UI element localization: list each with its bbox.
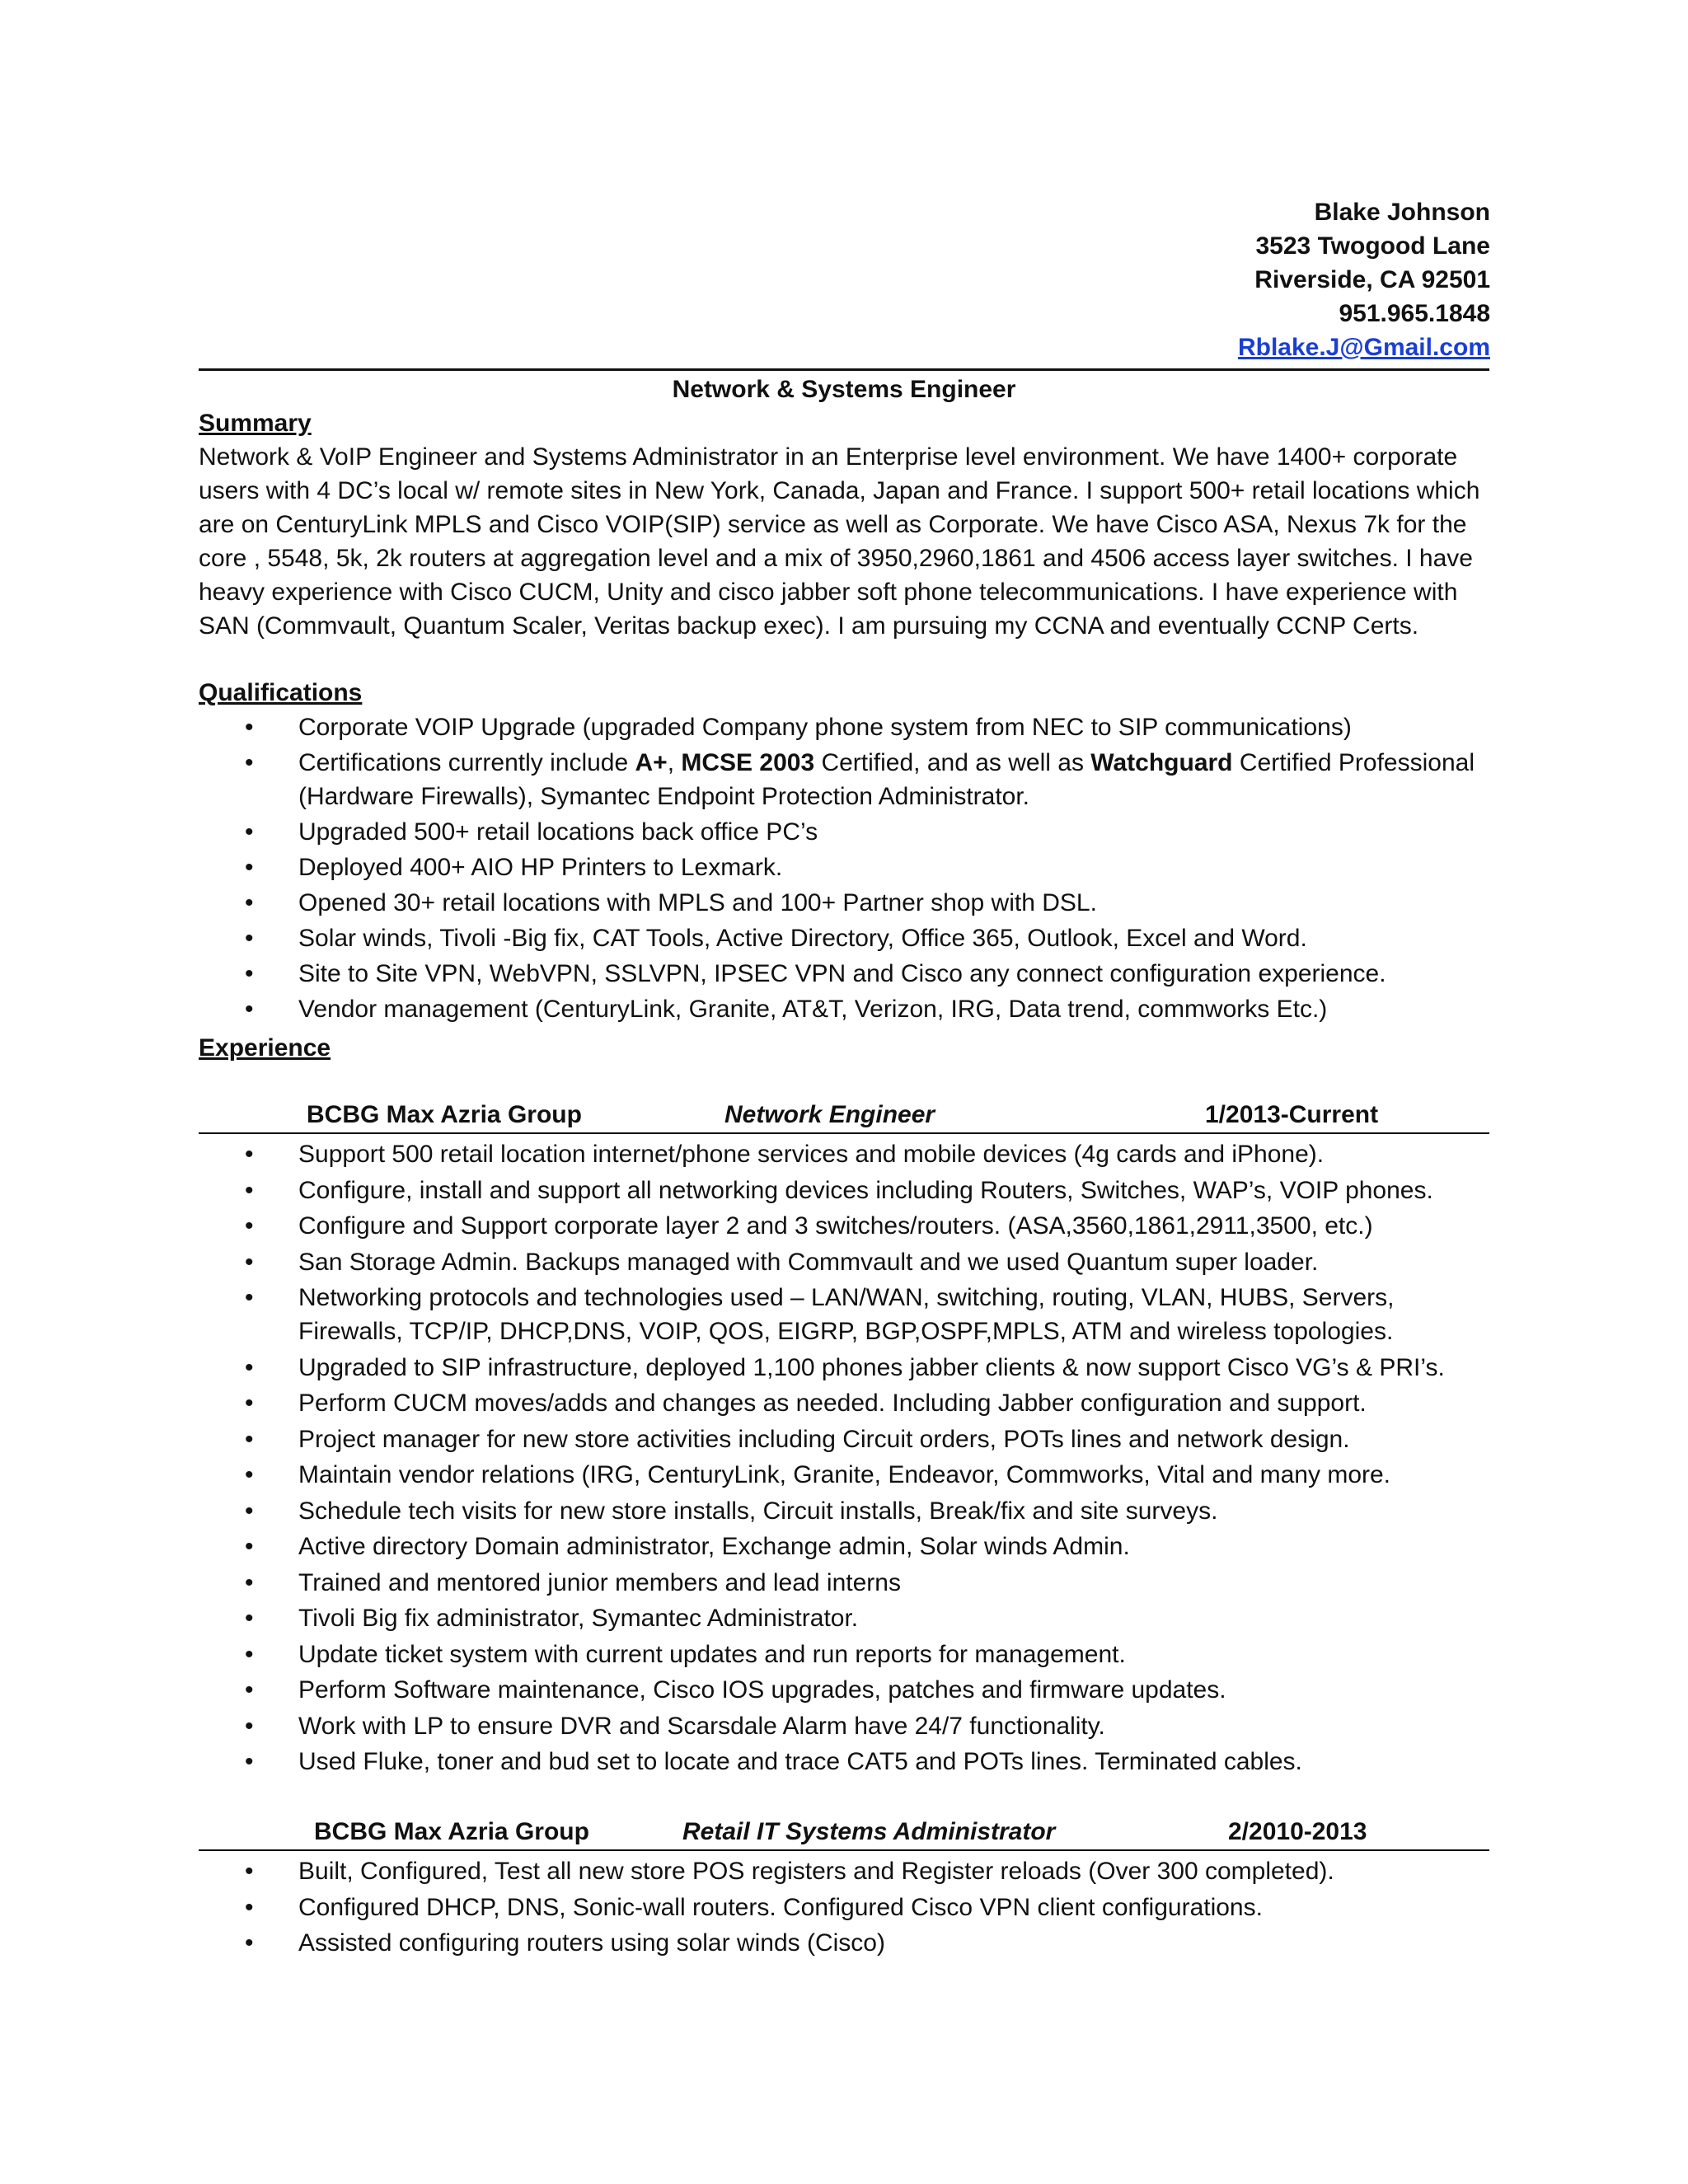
list-item: • Used Fluke, toner and bud set to locate and trace CAT5 and POTs lines. Terminated cables.	[199, 1745, 1501, 1779]
header-divider	[199, 368, 1489, 371]
summary-text: Network & VoIP Engineer and Systems Administrator in an Enterprise level environment. We have 1400+ corporate users with 4 DC’s local w/ remote sites in New York, Canada, Japan and France. I support 500+ retail locations which are on CenturyLink MPLS and Cisco VOIP(SIP) service as well as Corporate. We have Cisco ASA, Nexus 7k for the core , 5548, 5k, 2k routers at aggregation level and a mix of 3950,2960,1861 and 4506 access layer switches. I have heavy experience with Cisco CUCM, Unity and cisco jabber soft phone telecommunications. I have experience with SAN (Commvault, Quantum Scaler, Veritas backup exec). I am pursuing my CCNA and eventually CCNP Certs.	[199, 443, 1480, 640]
contact-phone: 951.965.1848	[1339, 300, 1490, 327]
list-item: • Schedule tech visits for new store installs, Circuit installs, Break/fix and site surveys.	[199, 1494, 1501, 1528]
job-role: Network Engineer	[724, 1101, 935, 1128]
contact-email-link[interactable]: Rblake.J@Gmail.com	[1237, 334, 1490, 361]
list-item: • Active directory Domain administrator, Exchange admin, Solar winds Admin.	[199, 1530, 1501, 1563]
list-item: • Certifications currently include A+, MCSE 2003 Certified, and as well as Watchguard Certified Professional (Hardware Firewalls), Symantec Endpoint Protection Administrator.	[199, 746, 1501, 813]
list-item: • Vendor management (CenturyLink, Granite, AT&T, Verizon, IRG, Data trend, commworks Etc.)	[199, 992, 1501, 1026]
contact-block	[1238, 195, 1490, 364]
list-item: • Tivoli Big fix administrator, Symantec Administrator.	[199, 1601, 1501, 1635]
job-company: BCBG Max Azria Group	[314, 1818, 589, 1845]
resume-title: Network & Systems Engineer	[672, 376, 1016, 403]
list-item: • Perform Software maintenance, Cisco IOS upgrades, patches and firmware updates.	[199, 1673, 1501, 1707]
list-item: • Upgraded to SIP infrastructure, deployed 1,100 phones jabber clients & now support Cisco VG’s & PRI’s.	[199, 1351, 1501, 1385]
job-header	[199, 1098, 1489, 1134]
list-item: • Corporate VOIP Upgrade (upgraded Company phone system from NEC to SIP communications)	[199, 710, 1501, 744]
contact-name: Blake Johnson	[1314, 199, 1490, 226]
list-item: • Upgraded 500+ retail locations back office PC’s	[199, 815, 1501, 849]
job-role: Retail IT Systems Administrator	[682, 1818, 1056, 1845]
contact-street: 3523 Twogood Lane	[1255, 232, 1490, 260]
qualifications-heading: Qualifications	[199, 679, 363, 706]
list-item: • Update ticket system with current updates and run reports for management.	[199, 1638, 1501, 1671]
list-item: • San Storage Admin. Backups managed with Commvault and we used Quantum super loader.	[199, 1245, 1501, 1279]
summary-heading: Summary	[199, 410, 312, 437]
list-item: • Configure, install and support all networking devices including Routers, Switches, WAP’s, VOIP phones.	[199, 1174, 1501, 1207]
list-item: • Networking protocols and technologies used – LAN/WAN, switching, routing, VLAN, HUBS, Servers, Firewalls, TCP/IP, DHCP,DNS, VOIP, QOS, EIGRP, BGP,OSPF,MPLS, ATM and wireless topologies.	[199, 1281, 1501, 1348]
job-dates: 1/2013-Current	[1205, 1101, 1379, 1128]
job-header	[199, 1815, 1489, 1851]
list-item: • Trained and mentored junior members and lead interns	[199, 1566, 1501, 1600]
list-item: • Solar winds, Tivoli -Big fix, CAT Tools, Active Directory, Office 365, Outlook, Excel and Word.	[199, 921, 1501, 955]
list-item: • Site to Site VPN, WebVPN, SSLVPN, IPSEC VPN and Cisco any connect configuration experience.	[199, 957, 1501, 991]
job-bullets	[199, 1854, 1501, 1962]
job-bullets	[199, 1137, 1501, 1781]
list-item: • Maintain vendor relations (IRG, CenturyLink, Granite, Endeavor, Commworks, Vital and many more.	[199, 1458, 1501, 1492]
job-dates: 2/2010-2013	[1228, 1818, 1367, 1845]
list-item: • Perform CUCM moves/adds and changes as needed. Including Jabber configuration and support.	[199, 1386, 1501, 1420]
list-item: • Opened 30+ retail locations with MPLS and 100+ Partner shop with DSL.	[199, 886, 1501, 920]
list-item: • Configure and Support corporate layer 2 and 3 switches/routers. (ASA,3560,1861,2911,3500, etc.)	[199, 1209, 1501, 1243]
list-item: • Work with LP to ensure DVR and Scarsdale Alarm have 24/7 functionality.	[199, 1709, 1501, 1743]
contact-city: Riverside, CA 92501	[1254, 266, 1490, 293]
list-item: • Configured DHCP, DNS, Sonic-wall routers. Configured Cisco VPN client configurations.	[199, 1891, 1501, 1924]
list-item: • Deployed 400+ AIO HP Printers to Lexmark.	[199, 851, 1501, 884]
list-item: • Project manager for new store activities including Circuit orders, POTs lines and network design.	[199, 1422, 1501, 1456]
list-item: • Support 500 retail location internet/phone services and mobile devices (4g cards and iPhone).	[199, 1137, 1501, 1171]
experience-heading: Experience	[199, 1034, 331, 1062]
qualifications-list	[199, 710, 1501, 1028]
job-company: BCBG Max Azria Group	[307, 1101, 582, 1128]
list-item: • Built, Configured, Test all new store POS registers and Register reloads (Over 300 completed).	[199, 1854, 1501, 1888]
list-item: • Assisted configuring routers using solar winds (Cisco)	[199, 1926, 1501, 1960]
